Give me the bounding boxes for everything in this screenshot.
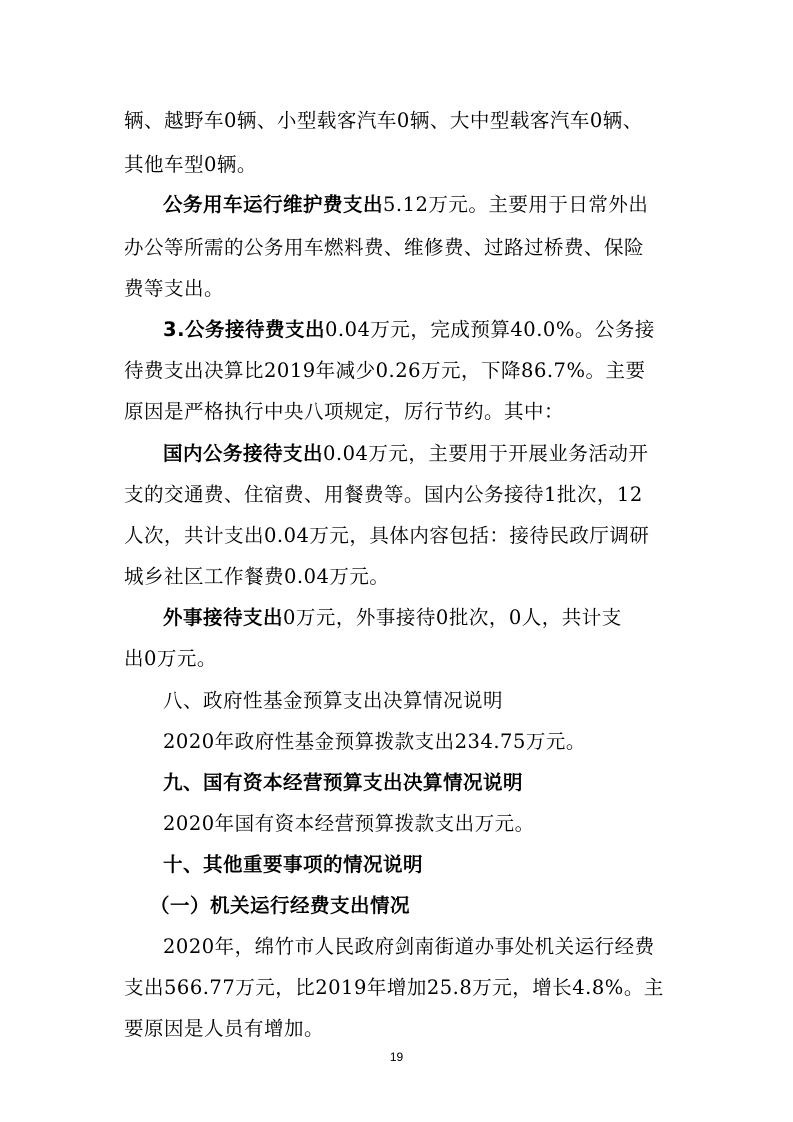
paragraph-foreign-reception (163, 604, 723, 632)
text-line: 出0万元。 (124, 647, 217, 670)
text-line: 支出566.77万元，比2019年增加25.8万元，增长4.8%。主 (124, 976, 664, 999)
text-line: 支的交通费、住宿费、用餐费等。国内公务接待1批次，12 (124, 483, 643, 506)
text-line: 辆、越野车0辆、小型载客汽车0辆、大中型载客汽车0辆、 (124, 109, 643, 132)
text-line: 城乡社区工作餐费0.04万元。 (124, 565, 390, 588)
text-line: 其他车型0辆。 (124, 153, 257, 176)
text-line: 待费支出决算比2019年减少0.26万元，下降86.7%。主要 (124, 359, 646, 382)
text-span: 5.12万元。主要用于日常外出 (383, 193, 649, 216)
text-line: 原因是严格执行中央八项规定，厉行节约。其中： (124, 400, 565, 423)
bold-term: 外事接待支出 (163, 606, 284, 629)
page-number: 19 (389, 1050, 404, 1064)
section-heading-8: 八、政府性基金预算支出决算情况说明 (163, 689, 504, 712)
paragraph-vehicle-maintenance (163, 191, 723, 219)
paragraph-reception (163, 316, 723, 344)
text-line: 费等支出。 (124, 277, 225, 300)
bold-term: 国内公务接待支出 (163, 442, 324, 465)
section-heading-9: 九、国有资本经营预算支出决算情况说明 (163, 771, 524, 794)
text-line: 2020年，绵竹市人民政府剑南街道办事处机关运行经费 (163, 935, 655, 958)
text-span: 0.04万元，完成预算40.0%。公务接 (324, 318, 655, 341)
text-line: 2020年国有资本经营预算拨款支出万元。 (163, 812, 535, 835)
bold-term: 3.公务接待费支出 (163, 318, 325, 341)
text-line: 要原因是人员有增加。 (124, 1017, 325, 1040)
text-span: 0万元，外事接待0批次，0人，共计支 (283, 606, 622, 629)
text-line: 办公等所需的公务用车燃料费、维修费、过路过桥费、保险 (124, 236, 645, 259)
bold-term: 公务用车运行维护费支出 (163, 193, 384, 216)
text-line: 人次，共计支出0.04万元，具体内容包括：接待民政厅调研 (124, 524, 650, 547)
subsection-heading: （一）机关运行经费支出情况 (150, 894, 411, 917)
text-span: 0.04万元，主要用于开展业务活动开 (323, 442, 649, 465)
section-heading-10: 十、其他重要事项的情况说明 (163, 853, 424, 876)
paragraph-domestic-reception (163, 440, 723, 468)
text-line: 2020年政府性基金预算拨款支出234.75万元。 (163, 730, 586, 753)
